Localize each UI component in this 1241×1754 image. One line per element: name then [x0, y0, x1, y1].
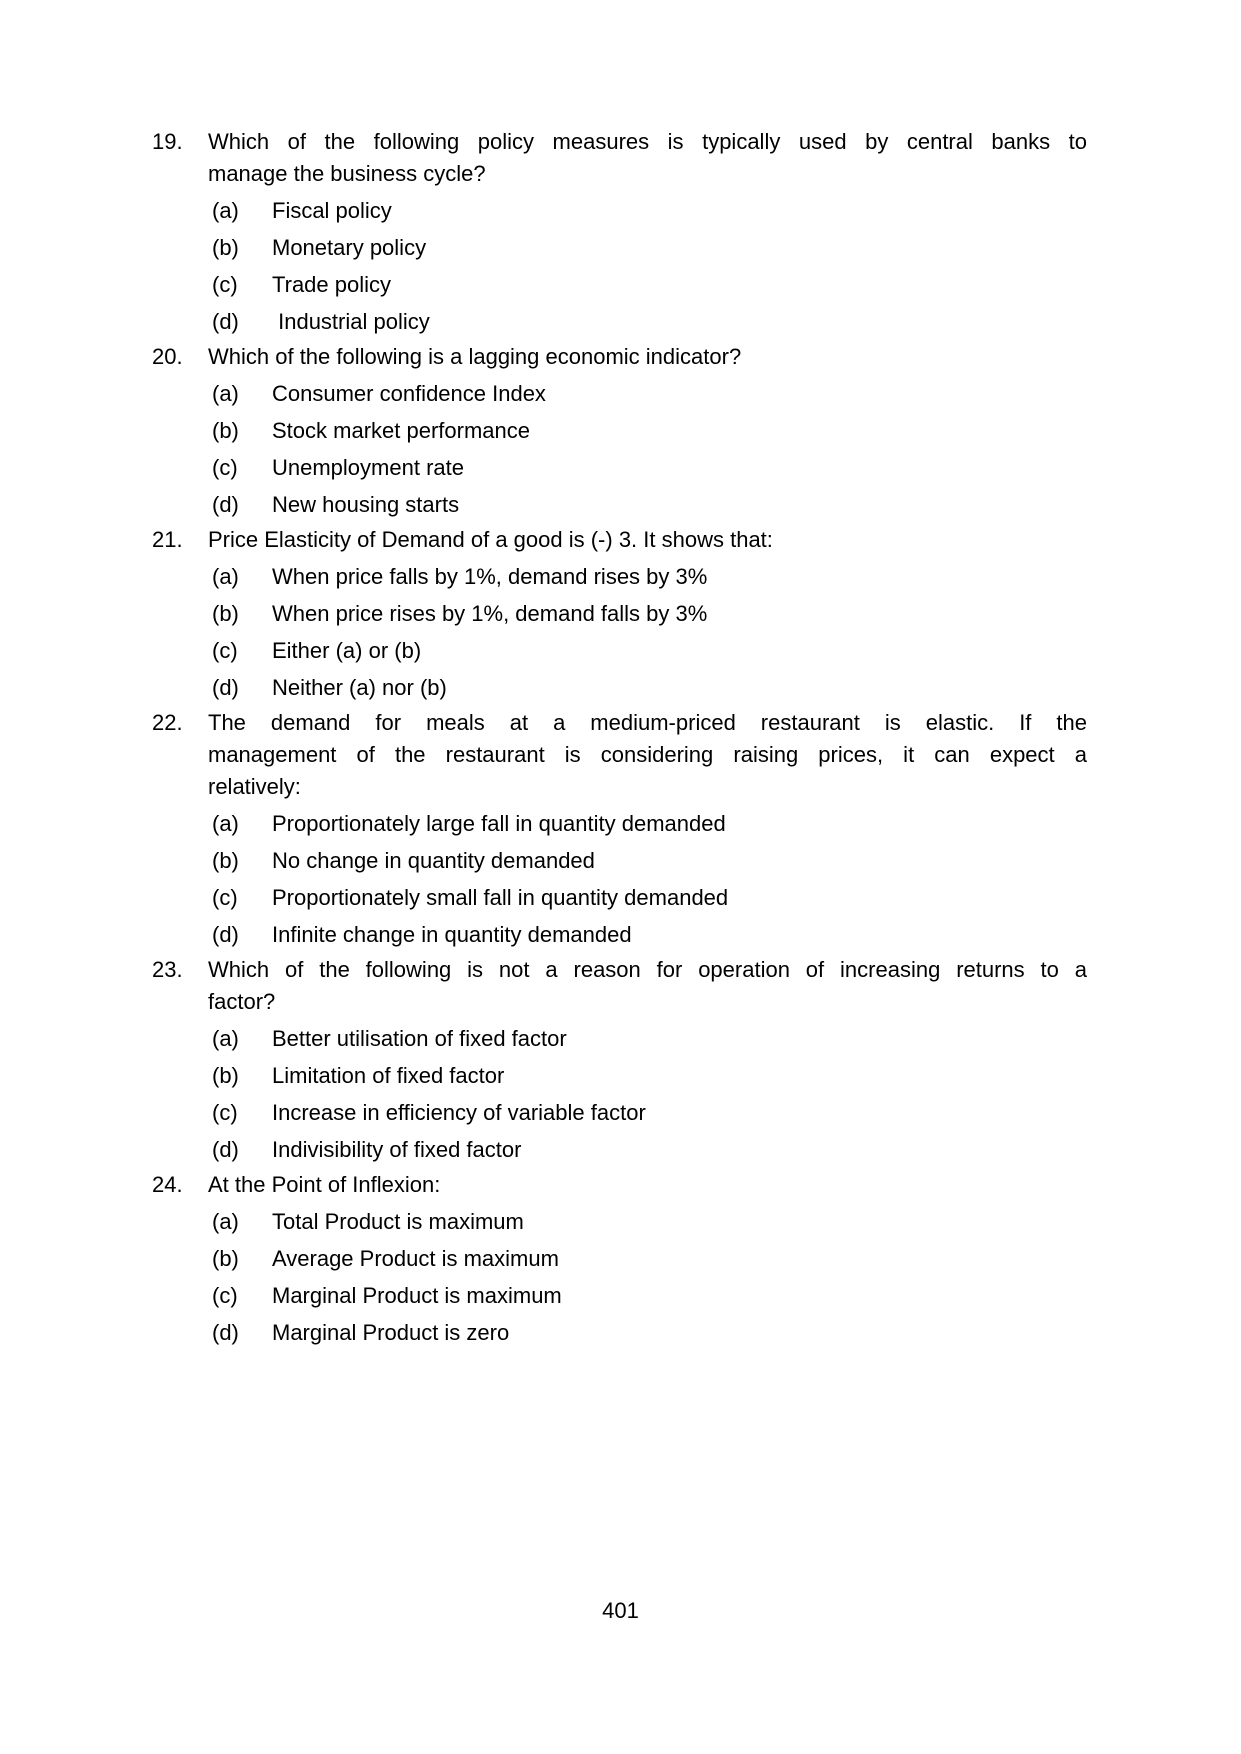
options-list: [208, 808, 1087, 951]
question-block: [152, 341, 1087, 521]
option-text: Neither (a) nor (b): [272, 675, 447, 700]
answer-option: [208, 489, 1087, 521]
answer-option: [208, 269, 1087, 301]
question-number: 23.: [152, 957, 183, 982]
option-text: New housing starts: [272, 492, 460, 517]
option-text: When price rises by 1%, demand falls by 3%: [272, 601, 708, 626]
option-text: Industrial policy: [272, 309, 430, 334]
question-block: [152, 1169, 1087, 1349]
question-text-line: manage the business cycle?: [208, 161, 486, 186]
question-number: 22.: [152, 710, 183, 735]
answer-option: [208, 195, 1087, 227]
options-list: [208, 1023, 1087, 1166]
option-text: Increase in efficiency of variable factor: [272, 1100, 646, 1125]
question-number: 19.: [152, 129, 183, 154]
question-block: [152, 954, 1087, 1166]
answer-option: [208, 672, 1087, 704]
question-block: [152, 707, 1087, 951]
option-text: Consumer confidence Index: [272, 381, 546, 406]
option-label: (a): [212, 198, 239, 223]
option-text: Proportionately large fall in quantity demanded: [272, 811, 726, 836]
option-label: (b): [212, 418, 239, 443]
answer-option: [208, 919, 1087, 951]
answer-option: [208, 882, 1087, 914]
answer-option: [208, 1060, 1087, 1092]
option-text: Fiscal policy: [272, 198, 392, 223]
option-text: Limitation of fixed factor: [272, 1063, 505, 1088]
question-text-line: At the Point of Inflexion:: [208, 1172, 441, 1197]
option-label: (a): [212, 564, 239, 589]
answer-option: [208, 415, 1087, 447]
option-text: Proportionately small fall in quantity demanded: [272, 885, 729, 910]
option-label: (c): [212, 885, 238, 910]
option-label: (a): [212, 1209, 239, 1234]
question-text: [208, 126, 1087, 190]
question-body: [208, 1169, 1087, 1349]
question-text: [208, 954, 1087, 1018]
option-text: Total Product is maximum: [272, 1209, 524, 1234]
option-text: Trade policy: [272, 272, 392, 297]
answer-option: [208, 1280, 1087, 1312]
page-number: 401: [602, 1598, 639, 1623]
option-label: (b): [212, 235, 239, 260]
answer-option: [208, 845, 1087, 877]
option-label: (c): [212, 272, 238, 297]
question-text-line: Which of the following policy measures is typically used by central banks to: [208, 129, 1087, 154]
options-list: [208, 195, 1087, 338]
question-block: [152, 126, 1087, 338]
option-label: (d): [212, 922, 239, 947]
question-number: 21.: [152, 527, 183, 552]
question-text: [208, 524, 1087, 556]
option-label: (a): [212, 381, 239, 406]
question-number: 20.: [152, 344, 183, 369]
answer-option: [208, 1134, 1087, 1166]
question-text: [208, 341, 1087, 373]
option-label: (b): [212, 1246, 239, 1271]
option-text: Indivisibility of fixed factor: [272, 1137, 522, 1162]
options-list: [208, 1206, 1087, 1349]
answer-option: [208, 808, 1087, 840]
option-text: Better utilisation of fixed factor: [272, 1026, 567, 1051]
question-text: [208, 707, 1087, 803]
question-body: [208, 707, 1087, 951]
option-label: (d): [212, 1320, 239, 1345]
answer-option: [208, 378, 1087, 410]
answer-option: [208, 1097, 1087, 1129]
question-text-line: Which of the following is not a reason for operation of increasing returns to a: [208, 957, 1087, 982]
question-text-line: Which of the following is a lagging economic indicator?: [208, 344, 742, 369]
option-label: (c): [212, 1100, 238, 1125]
answer-option: [208, 1243, 1087, 1275]
option-text: Unemployment rate: [272, 455, 464, 480]
option-text: Marginal Product is maximum: [272, 1283, 562, 1308]
option-text: When price falls by 1%, demand rises by 3%: [272, 564, 708, 589]
option-text: Infinite change in quantity demanded: [272, 922, 632, 947]
question-text-line: management of the restaurant is considering raising prices, it can expect a: [208, 742, 1087, 767]
option-label: (a): [212, 1026, 239, 1051]
option-text: Stock market performance: [272, 418, 530, 443]
answer-option: [208, 232, 1087, 264]
options-list: [208, 561, 1087, 704]
answer-option: [208, 635, 1087, 667]
option-label: (d): [212, 309, 239, 334]
option-text: Monetary policy: [272, 235, 427, 260]
option-label: (b): [212, 601, 239, 626]
answer-option: [208, 306, 1087, 338]
question-body: [208, 341, 1087, 521]
option-label: (c): [212, 638, 238, 663]
question-number: 24.: [152, 1172, 183, 1197]
question-text-line: factor?: [208, 989, 276, 1014]
option-text: Marginal Product is zero: [272, 1320, 510, 1345]
answer-option: [208, 452, 1087, 484]
answer-option: [208, 598, 1087, 630]
option-label: (b): [212, 848, 239, 873]
answer-option: [208, 561, 1087, 593]
question-body: [208, 524, 1087, 704]
answer-option: [208, 1023, 1087, 1055]
question-block: [152, 524, 1087, 704]
option-label: (d): [212, 1137, 239, 1162]
answer-option: [208, 1206, 1087, 1238]
option-text: No change in quantity demanded: [272, 848, 595, 873]
options-list: [208, 378, 1087, 521]
question-body: [208, 126, 1087, 338]
question-text-line: The demand for meals at a medium-priced restaurant is elastic. If the: [208, 710, 1087, 735]
question-text-line: Price Elasticity of Demand of a good is (-) 3. It shows that:: [208, 527, 773, 552]
question-text: [208, 1169, 1087, 1201]
option-label: (a): [212, 811, 239, 836]
option-text: Average Product is maximum: [272, 1246, 559, 1271]
question-body: [208, 954, 1087, 1166]
option-label: (c): [212, 1283, 238, 1308]
answer-option: [208, 1317, 1087, 1349]
option-label: (b): [212, 1063, 239, 1088]
option-label: (d): [212, 492, 239, 517]
question-text-line: relatively:: [208, 774, 301, 799]
option-label: (d): [212, 675, 239, 700]
option-text: Either (a) or (b): [272, 638, 422, 663]
option-label: (c): [212, 455, 238, 480]
